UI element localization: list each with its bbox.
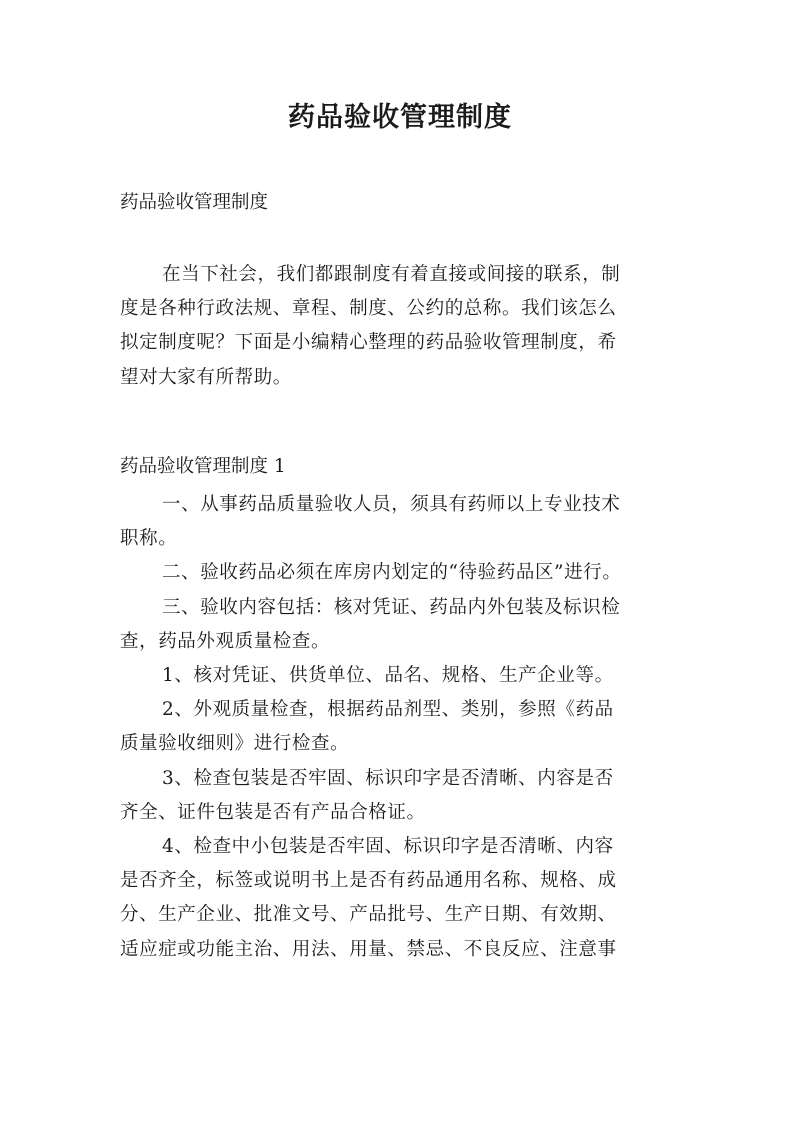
section-line: 一、从事药品质量验收人员，须具有药师以上专业技术: [162, 494, 621, 515]
intro-line: 度是各种行政法规、章程、制度、公约的总称。我们该怎么: [120, 298, 617, 320]
section-line: 3、检查包装是否牢固、标识印字是否清晰、内容是否: [162, 767, 614, 789]
intro-line: 望对大家有所帮助。: [120, 366, 292, 388]
intro-line: 拟定制度呢？下面是小编精心整理的药品验收管理制度，希: [120, 332, 617, 354]
section-line: 质量验收细则》进行检查。: [120, 733, 350, 755]
document-subtitle: 药品验收管理制度: [120, 192, 269, 213]
section-line: 职称。: [120, 528, 178, 550]
section-line: 1、核对凭证、供货单位、品名、规格、生产企业等。: [162, 665, 614, 687]
section-line: 查，药品外观质量检查。: [120, 630, 331, 652]
section-body: [120, 488, 682, 967]
intro-line: 在当下社会，我们都跟制度有着直接或间接的联系，制: [162, 264, 621, 285]
section-line: 适应症或功能主治、用法、用量、禁忌、不良反应、注意事: [120, 938, 617, 960]
section-line: 是否齐全，标签或说明书上是否有药品通用名称、规格、成: [120, 870, 617, 892]
intro-paragraph: [120, 258, 682, 395]
section-line: 齐全、证件包装是否有产品合格证。: [120, 801, 426, 823]
section-heading: 药品验收管理制度 1: [120, 456, 286, 477]
section-line: 三、验收内容包括：核对凭证、药品内外包装及标识检: [162, 596, 621, 618]
section-line: 4、检查中小包装是否牢固、标识印字是否清晰、内容: [162, 836, 614, 858]
document-title: 药品验收管理制度: [288, 102, 512, 133]
section-line: 二、验收药品必须在库房内划定的“待验药品区”进行。: [162, 562, 622, 584]
section-line: 2、外观质量检查，根据药品剂型、类别，参照《药品: [162, 699, 614, 721]
section-line: 分、生产企业、批准文号、产品批号、生产日期、有效期、: [120, 904, 617, 926]
